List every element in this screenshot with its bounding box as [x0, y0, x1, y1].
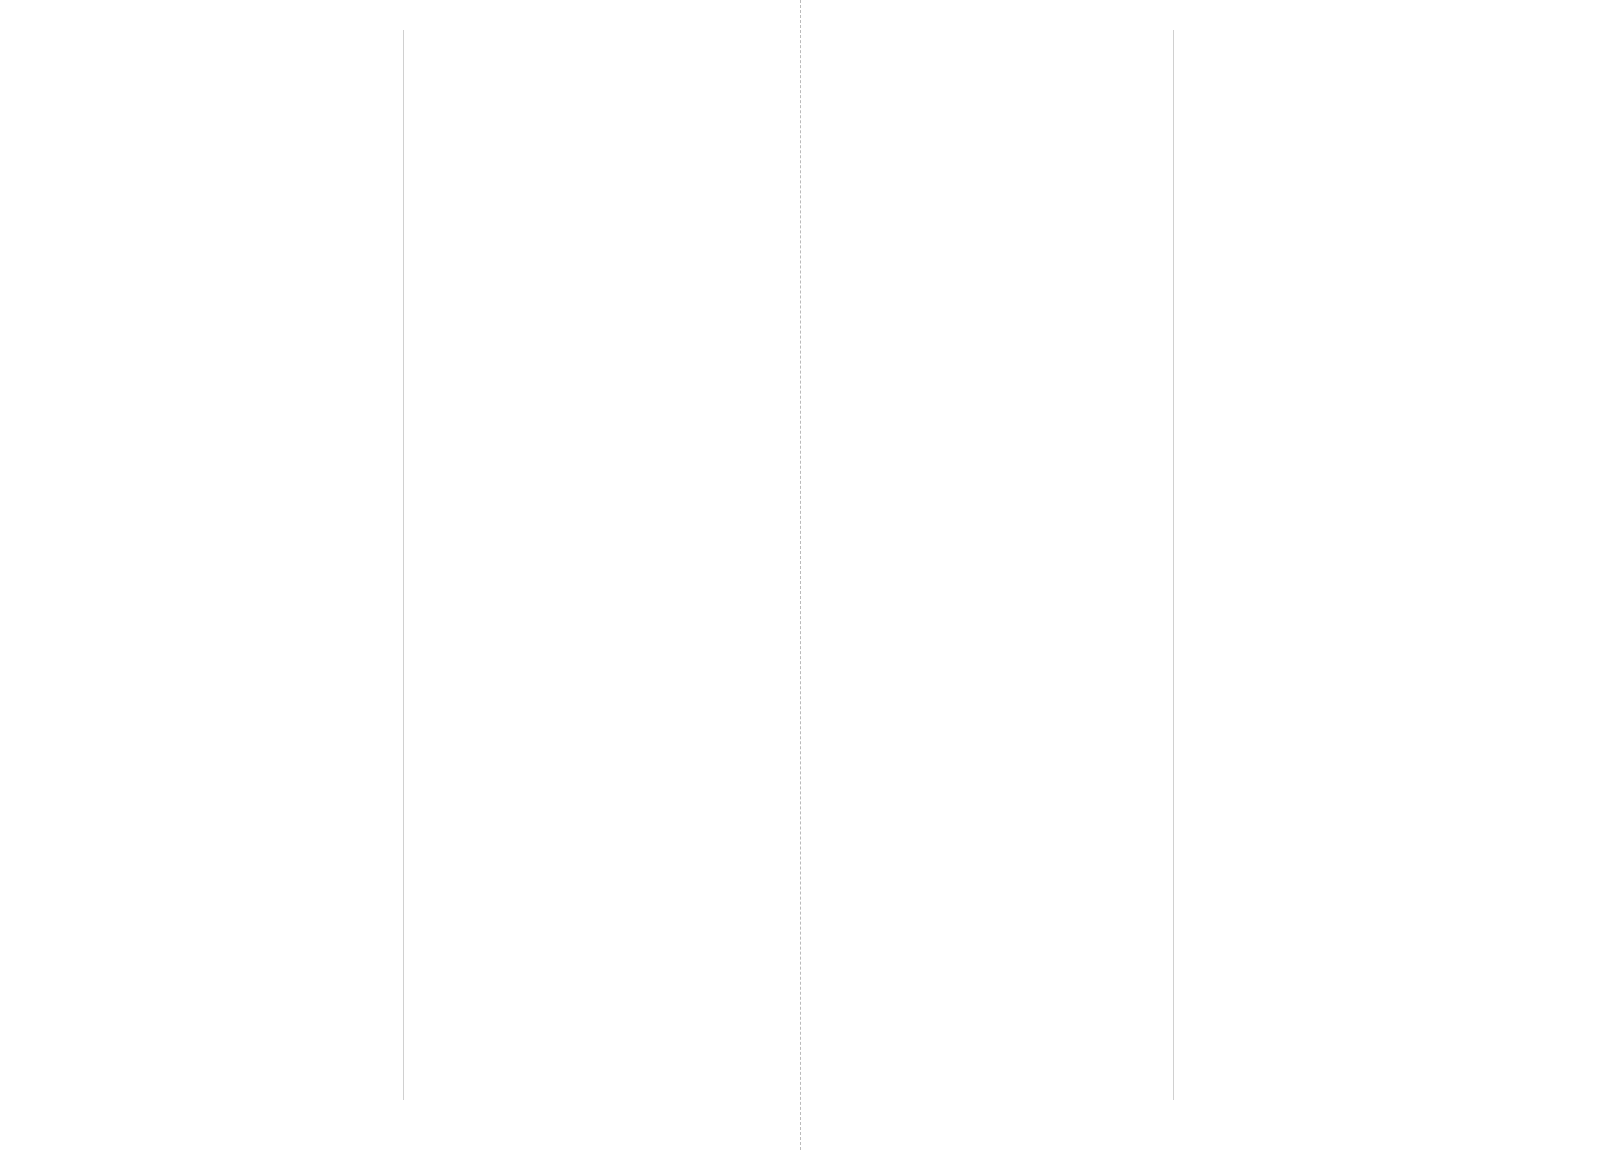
page-13 [0, 0, 790, 1150]
page-14 [800, 0, 1600, 1150]
page14-col4 [1182, 24, 1537, 108]
page14-col3 [830, 24, 1175, 122]
col3-brace-row [830, 38, 1175, 108]
column-divider [403, 30, 404, 1100]
col4-brace-row [1182, 38, 1537, 108]
column-divider-right [1173, 30, 1174, 1100]
page13-col2 [410, 24, 755, 48]
